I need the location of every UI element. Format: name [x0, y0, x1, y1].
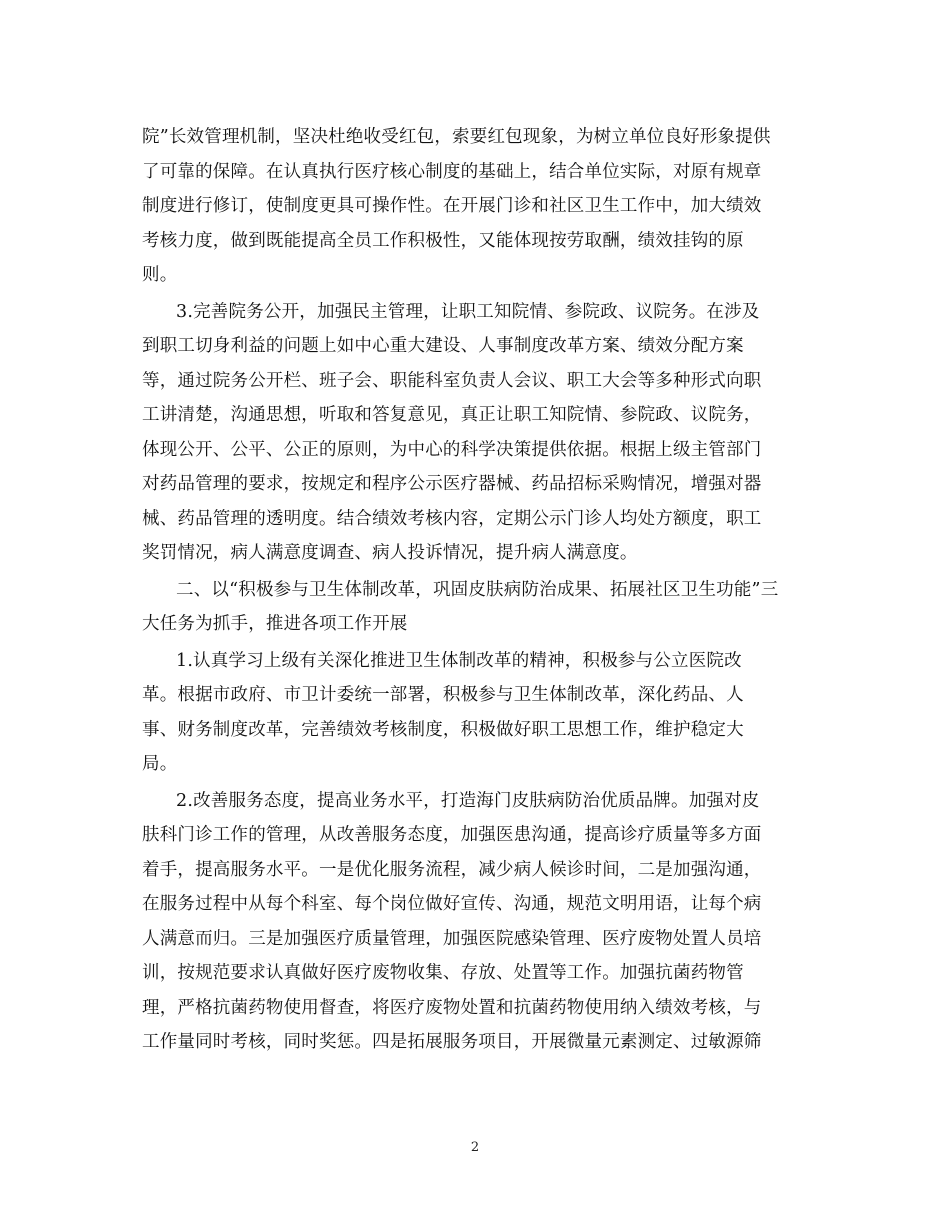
text-line: 械、药品管理的透明度。结合绩效考核内容，定期公示门诊人均处方额度，职工 [142, 508, 762, 529]
text-line: 理，严格抗菌药物使用督查，将医疗废物处置和抗菌药物使用纳入绩效考核，与 [142, 997, 762, 1018]
text-line: 工讲清楚，沟通思想，听取和答复意见，真正让职工知院情、参院政、议院务， [142, 405, 762, 425]
section-heading-line: 二、以“积极参与卫生体制改革，巩固皮肤病防治成果、拓展社区卫生功能”三 [176, 579, 779, 600]
text-line: 了可靠的保障。在认真执行医疗核心制度的基础上，结合单位实际，对原有规章 [142, 161, 762, 182]
page-number: 2 [470, 1140, 480, 1155]
text-line: 制度进行修订，使制度更具可操作性。在开展门诊和社区卫生工作中，加大绩效 [142, 196, 762, 216]
text-line: 着手，提高服务水平。一是优化服务流程，减少病人候诊时间，二是加强沟通， [142, 859, 762, 880]
text-line: 等，通过院务公开栏、班子会、职能科室负责人会议、职工大会等多种形式向职 [142, 370, 762, 391]
text-line: 工作量同时考核，同时奖惩。四是拓展服务项目，开展微量元素测定、过敏源筛 [142, 1032, 762, 1052]
text-line: 事、财务制度改革，完善绩效考核制度，积极做好职工思想工作，维护稳定大 [142, 719, 744, 740]
text-line: 革。根据市政府、市卫计委统一部署，积极参与卫生体制改革，深化药品、人 [142, 685, 744, 705]
text-line: 在服务过程中从每个科室、每个岗位做好宣传、沟通，规范文明用语，让每个病 [142, 894, 762, 914]
paragraph-start-line: 2.改善服务态度，提高业务水平，打造海门皮肤病防治优质品牌。加强对皮 [176, 790, 760, 811]
text-line: 肤科门诊工作的管理，从改善服务态度，加强医患沟通，提高诊疗质量等多方面 [142, 825, 762, 845]
document-body [142, 120, 814, 1060]
text-line: 奖罚情况，病人满意度调查、病人投诉情况，提升病人满意度。 [142, 543, 638, 563]
text-line: 则。 [142, 265, 178, 285]
text-line: 人满意而归。三是加强医疗质量管理，加强医院感染管理、医疗废物处置人员培 [142, 928, 762, 949]
section-heading-line: 大任务为抓手，推进各项工作开展 [142, 614, 408, 634]
paragraph-start-line: 3.完善院务公开，加强民主管理，让职工知院情、参院政、议院务。在涉及 [176, 301, 760, 322]
text-line: 院”长效管理机制，坚决杜绝收受红包，索要红包现象，为树立单位良好形象提供 [142, 127, 771, 147]
text-line: 训，按规范要求认真做好医疗废物收集、存放、处置等工作。加强抗菌药物管 [142, 963, 744, 983]
text-line: 对药品管理的要求，按规定和程序公示医疗器械、药品招标采购情况，增强对器 [142, 474, 762, 494]
text-line: 体现公开、公平、公正的原则，为中心的科学决策提供依据。根据上级主管部门 [142, 439, 762, 460]
text-line: 考核力度，做到既能提高全员工作积极性，又能体现按劳取酬，绩效挂钩的原 [142, 230, 744, 251]
paragraph-start-line: 1.认真学习上级有关深化推进卫生体制改革的精神，积极参与公立医院改 [176, 650, 742, 671]
text-line: 局。 [142, 754, 178, 774]
text-line: 到职工切身利益的问题上如中心重大建设、人事制度改革方案、绩效分配方案 [142, 336, 744, 356]
